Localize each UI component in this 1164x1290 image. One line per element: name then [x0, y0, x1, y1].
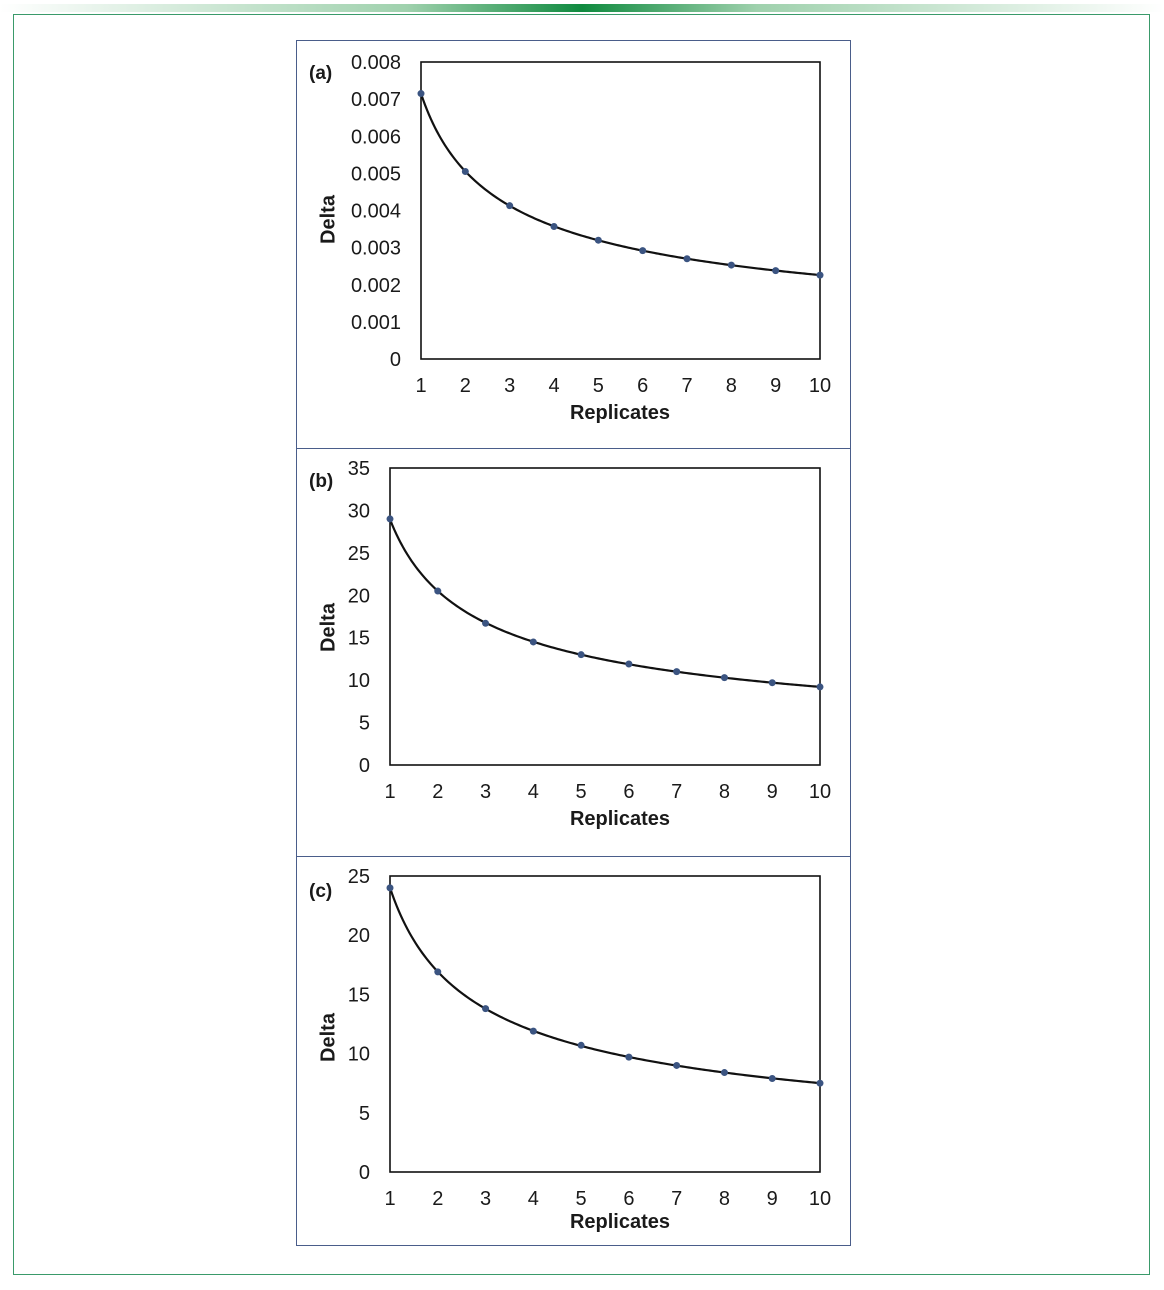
y-tick-label-a-2: 0.002: [350, 274, 401, 297]
data-point-c-1: [434, 968, 441, 975]
x-tick-label-c-3: 4: [527, 1188, 539, 1210]
data-point-a-5: [639, 247, 646, 254]
trendline-a: [421, 94, 820, 275]
y-tick-label-b-2: 10: [347, 670, 370, 693]
x-tick-label-b-2: 3: [479, 781, 492, 803]
top-accent-bar: [0, 0, 1164, 14]
x-tick-label-c-1: 2: [432, 1188, 444, 1210]
x-tick-label-a-0: 1: [415, 375, 427, 397]
y-tick-label-b-1: 5: [358, 712, 370, 735]
data-point-a-3: [551, 223, 558, 230]
y-tick-label-c-3: 15: [347, 984, 370, 1007]
data-point-b-7: [721, 674, 728, 681]
x-tick-label-a-9: 10: [808, 375, 832, 397]
x-tick-label-a-8: 9: [770, 375, 782, 397]
y-axis-title-a: Delta: [317, 195, 340, 244]
y-axis-title-b: Delta: [317, 603, 340, 652]
x-axis-title-c: Replicates: [569, 1211, 671, 1233]
x-tick-label-b-1: 2: [432, 781, 444, 803]
y-tick-label-c-5: 25: [347, 866, 370, 888]
x-tick-label-a-7: 8: [725, 375, 737, 397]
trendline-b: [390, 519, 820, 687]
x-tick-label-b-9: 10: [808, 781, 832, 803]
data-point-b-6: [673, 668, 680, 675]
data-point-b-2: [482, 620, 489, 627]
x-tick-label-a-2: 3: [504, 375, 516, 397]
x-tick-label-b-4: 5: [575, 781, 587, 803]
plot-area-b: [390, 468, 820, 765]
y-tick-label-b-6: 30: [347, 500, 370, 523]
data-point-c-3: [530, 1028, 537, 1035]
y-tick-label-c-2: 10: [347, 1043, 370, 1066]
data-point-b-0: [387, 515, 394, 522]
data-point-a-7: [728, 262, 735, 269]
panel-label-b: (b): [309, 471, 334, 492]
x-tick-label-c-0: 1: [384, 1188, 396, 1210]
y-tick-label-a-3: 0.003: [350, 237, 401, 260]
figure-container: [296, 40, 851, 1246]
x-axis-title-b: Replicates: [569, 808, 671, 830]
chart-canvas: [297, 41, 850, 1245]
x-tick-label-c-6: 7: [671, 1188, 683, 1210]
y-tick-label-a-7: 0.007: [350, 89, 401, 112]
x-tick-label-c-2: 3: [479, 1188, 492, 1210]
panel-label-a: (a): [309, 63, 333, 84]
data-point-a-6: [684, 255, 691, 262]
data-point-a-2: [506, 202, 513, 209]
y-tick-label-b-4: 20: [347, 585, 370, 608]
x-tick-label-c-8: 9: [766, 1188, 778, 1210]
y-tick-label-b-5: 25: [347, 542, 370, 565]
y-tick-label-a-4: 0.004: [350, 200, 401, 223]
data-point-b-9: [817, 683, 824, 690]
data-point-b-3: [530, 638, 537, 645]
data-point-b-1: [434, 588, 441, 595]
plot-area-c: [390, 876, 820, 1172]
x-tick-label-b-3: 4: [527, 781, 539, 803]
x-tick-label-c-9: 10: [808, 1188, 832, 1210]
data-point-a-1: [462, 168, 469, 175]
x-tick-label-a-6: 7: [681, 375, 693, 397]
x-tick-label-a-3: 4: [548, 375, 560, 397]
data-point-b-8: [769, 679, 776, 686]
x-tick-label-a-5: 6: [637, 375, 649, 397]
y-tick-label-a-0: 0: [389, 349, 401, 371]
x-tick-label-b-7: 8: [718, 781, 731, 803]
x-tick-label-a-1: 2: [459, 375, 471, 397]
x-tick-label-c-4: 5: [575, 1188, 587, 1210]
data-point-c-2: [482, 1005, 489, 1012]
x-tick-label-b-6: 7: [671, 781, 683, 803]
x-tick-label-c-7: 8: [718, 1188, 731, 1210]
y-tick-label-a-1: 0.001: [350, 311, 401, 334]
x-tick-label-b-0: 1: [384, 781, 396, 803]
data-point-a-0: [418, 90, 425, 97]
x-tick-label-a-4: 5: [592, 375, 604, 397]
data-point-a-8: [772, 267, 779, 274]
data-point-b-4: [578, 651, 585, 658]
y-tick-label-a-8: 0.008: [350, 52, 401, 74]
data-point-c-4: [578, 1042, 585, 1049]
data-point-a-9: [817, 272, 824, 279]
data-point-c-7: [721, 1069, 728, 1076]
y-tick-label-a-5: 0.005: [350, 163, 401, 186]
x-tick-label-c-5: 6: [623, 1188, 635, 1210]
x-axis-title-a: Replicates: [569, 402, 671, 424]
panel-label-c: (c): [309, 881, 333, 902]
data-point-b-5: [625, 661, 632, 668]
y-tick-label-b-0: 0: [358, 755, 370, 777]
y-tick-label-b-3: 15: [347, 627, 370, 650]
y-axis-title-c: Delta: [317, 1013, 340, 1062]
data-point-c-9: [817, 1080, 824, 1087]
y-tick-label-b-7: 35: [347, 458, 370, 480]
data-point-a-4: [595, 237, 602, 244]
y-tick-label-a-6: 0.006: [350, 126, 401, 149]
data-point-c-8: [769, 1075, 776, 1082]
y-tick-label-c-4: 20: [347, 925, 370, 948]
x-tick-label-b-5: 6: [623, 781, 635, 803]
plot-area-a: [421, 62, 820, 359]
data-point-c-0: [387, 884, 394, 891]
data-point-c-6: [673, 1062, 680, 1069]
y-tick-label-c-0: 0: [358, 1162, 370, 1184]
trendline-c: [390, 888, 820, 1083]
x-tick-label-b-8: 9: [766, 781, 778, 803]
data-point-c-5: [625, 1054, 632, 1061]
y-tick-label-c-1: 5: [358, 1102, 370, 1125]
